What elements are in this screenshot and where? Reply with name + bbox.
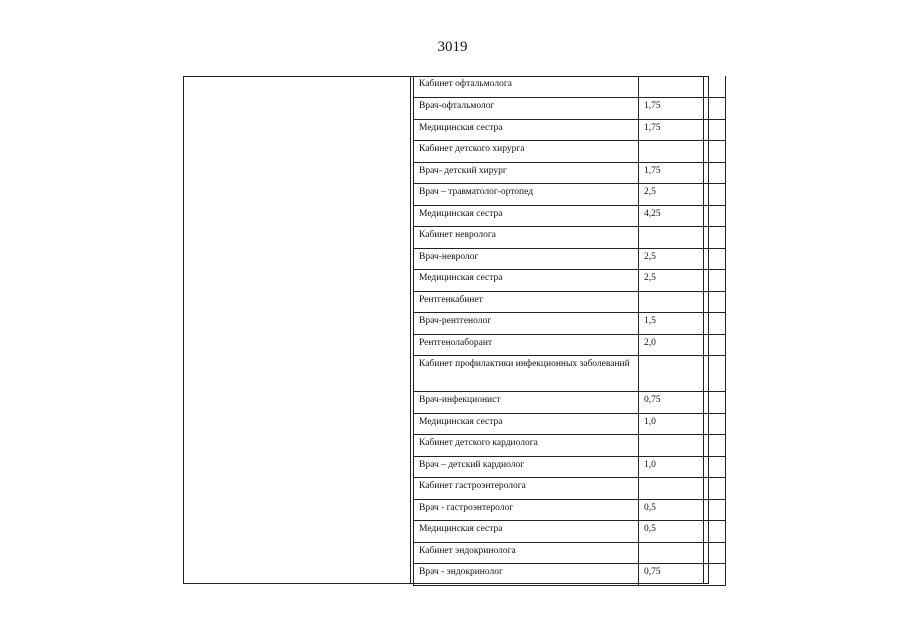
row-value-cell: 1,75	[639, 162, 726, 184]
row-value-cell: 2,5	[639, 248, 726, 270]
row-value-cell: 0,75	[639, 392, 726, 414]
row-name-cell: Врач-невролог	[414, 248, 639, 270]
table-row	[414, 227, 726, 249]
row-value-cell	[639, 435, 726, 457]
outer-column-divider	[410, 76, 411, 584]
table-row	[414, 456, 726, 478]
row-name-cell: Кабинет детского хирурга	[414, 141, 639, 163]
row-value-cell: 0,5	[639, 521, 726, 543]
table-row	[414, 98, 726, 120]
row-name-cell: Врач-рентгенолог	[414, 313, 639, 335]
row-name-cell: Медицинская сестра	[414, 413, 639, 435]
row-name-cell: Врач - эндокринолог	[414, 564, 639, 586]
row-name-cell: Врач – детский кардиолог	[414, 456, 639, 478]
staffing-table-body	[414, 76, 726, 585]
table-row	[414, 435, 726, 457]
row-value-cell: 2,5	[639, 270, 726, 292]
row-name-cell: Кабинет профилактики инфекционных заболеваний	[414, 356, 639, 392]
row-value-cell: 1,5	[639, 313, 726, 335]
staffing-table	[413, 76, 726, 586]
page-number: 3019	[437, 39, 468, 55]
row-name-cell: Рентгенкабинет	[414, 291, 639, 313]
row-value-cell	[639, 76, 726, 98]
row-name-cell: Врач- детский хирург	[414, 162, 639, 184]
row-name-cell: Кабинет детского кардиолога	[414, 435, 639, 457]
row-name-cell: Медицинская сестра	[414, 521, 639, 543]
table-row	[414, 291, 726, 313]
row-value-cell	[639, 141, 726, 163]
row-name-cell: Рентгенолаборант	[414, 334, 639, 356]
table-row	[414, 392, 726, 414]
row-value-cell	[639, 227, 726, 249]
row-name-cell: Врач-инфекционист	[414, 392, 639, 414]
row-value-cell	[639, 356, 726, 392]
row-value-cell	[639, 542, 726, 564]
row-value-cell: 1,75	[639, 98, 726, 120]
table-row	[414, 76, 726, 98]
table-row	[414, 478, 726, 500]
row-value-cell	[639, 291, 726, 313]
row-name-cell: Кабинет невролога	[414, 227, 639, 249]
table-row	[414, 334, 726, 356]
table-row	[414, 564, 726, 586]
table-row	[414, 413, 726, 435]
table-row	[414, 270, 726, 292]
row-value-cell: 2,5	[639, 184, 726, 206]
table-row	[414, 542, 726, 564]
row-name-cell: Кабинет гастроэнтеролога	[414, 478, 639, 500]
row-value-cell: 1,0	[639, 456, 726, 478]
table-row	[414, 205, 726, 227]
table-row	[414, 356, 726, 392]
row-name-cell: Кабинет эндокринолога	[414, 542, 639, 564]
table-row	[414, 119, 726, 141]
row-value-cell: 0,75	[639, 564, 726, 586]
row-name-cell: Врач – травматолог-ортопед	[414, 184, 639, 206]
row-name-cell: Медицинская сестра	[414, 270, 639, 292]
table-row	[414, 248, 726, 270]
row-name-cell: Врач-офтальмолог	[414, 98, 639, 120]
table-row	[414, 521, 726, 543]
table-row	[414, 499, 726, 521]
row-value-cell: 1,0	[639, 413, 726, 435]
row-value-cell: 2,0	[639, 334, 726, 356]
row-name-cell: Кабинет офтальмолога	[414, 76, 639, 98]
table-row	[414, 313, 726, 335]
row-name-cell: Медицинская сестра	[414, 205, 639, 227]
row-value-cell: 0,5	[639, 499, 726, 521]
row-value-cell: 4,25	[639, 205, 726, 227]
row-name-cell: Медицинская сестра	[414, 119, 639, 141]
row-value-cell	[639, 478, 726, 500]
table-row	[414, 184, 726, 206]
row-name-cell: Врач - гастроэнтеролог	[414, 499, 639, 521]
table-row	[414, 141, 726, 163]
row-value-cell: 1,75	[639, 119, 726, 141]
table-row	[414, 162, 726, 184]
